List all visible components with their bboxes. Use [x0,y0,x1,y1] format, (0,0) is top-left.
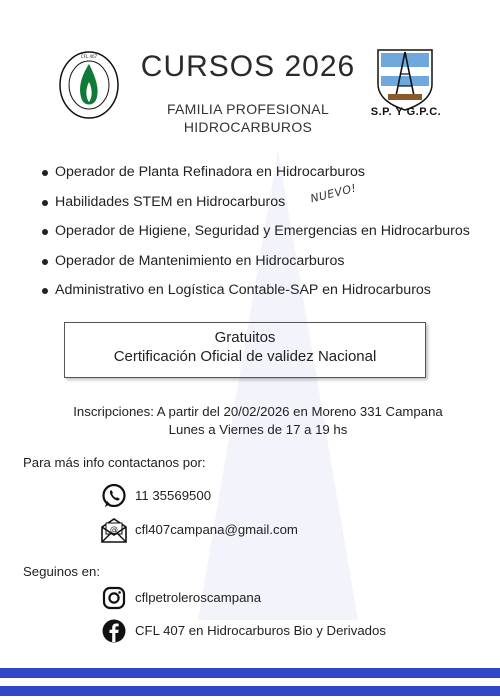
subtitle-line-2: HIDROCARBUROS [183,119,313,135]
course-label: Operador de Mantenimiento en Hidrocarburos [55,252,345,269]
list-item [42,249,492,279]
bullet-icon [42,229,48,235]
list-item [42,190,492,220]
new-badge: NUEVO! [309,181,358,206]
benefits-box [64,322,426,378]
facebook-icon [101,618,127,644]
course-label: Habilidades STEM en Hidrocarburos [55,193,286,210]
page-subtitle [130,100,366,136]
email-address[interactable]: cfl407campana@gmail.com [135,522,298,537]
list-item [42,219,492,249]
bullet-icon [42,200,48,206]
bullet-icon [42,288,48,294]
bullet-icon [42,259,48,265]
bullet-icon [42,170,48,176]
course-label: Operador de Planta Refinadora en Hidrocarburos [55,164,365,180]
benefit-certification: Certificación Oficial de validez Nacional [113,348,377,365]
page-title: CURSOS 2026 [140,50,356,83]
inscriptions-line-1: Inscripciones: A partir del 20/02/2026 en Moreno 331 Campana [73,404,443,419]
contact-title: Para más info contactanos por: [23,455,206,470]
subtitle-line-1: FAMILIA PROFESIONAL [166,101,330,117]
svg-text:@: @ [110,525,118,534]
course-list [42,160,492,308]
benefit-free: Gratuitos [214,329,276,346]
cfl-logo-icon [58,50,120,120]
facebook-page[interactable]: CFL 407 en Hidrocarburos Bio y Derivados [135,623,386,638]
phone-number[interactable]: 11 35569500 [135,488,212,503]
footer-stripe-top [0,668,500,678]
whatsapp-icon [101,483,127,509]
list-item [42,160,492,190]
footer-stripe-bottom [0,686,500,696]
flyer [8,0,492,700]
union-caption: S.P. Y G.P.C. [370,106,442,118]
course-label: Operador de Higiene, Seguridad y Emergencias en Hidrocarburos [55,223,470,239]
email-icon [101,517,127,543]
inscriptions [28,403,488,439]
instagram-icon [101,585,127,611]
svg-text:CFL 407: CFL 407 [80,54,98,59]
course-label: Administrativo en Logística Contable-SAP en Hidrocarburos [55,282,431,298]
list-item [42,278,492,308]
follow-title: Seguinos en: [23,564,100,579]
inscriptions-line-2: Lunes a Viernes de 17 a 19 hs [168,422,348,437]
instagram-handle[interactable]: cflpetroleroscampana [135,590,262,605]
